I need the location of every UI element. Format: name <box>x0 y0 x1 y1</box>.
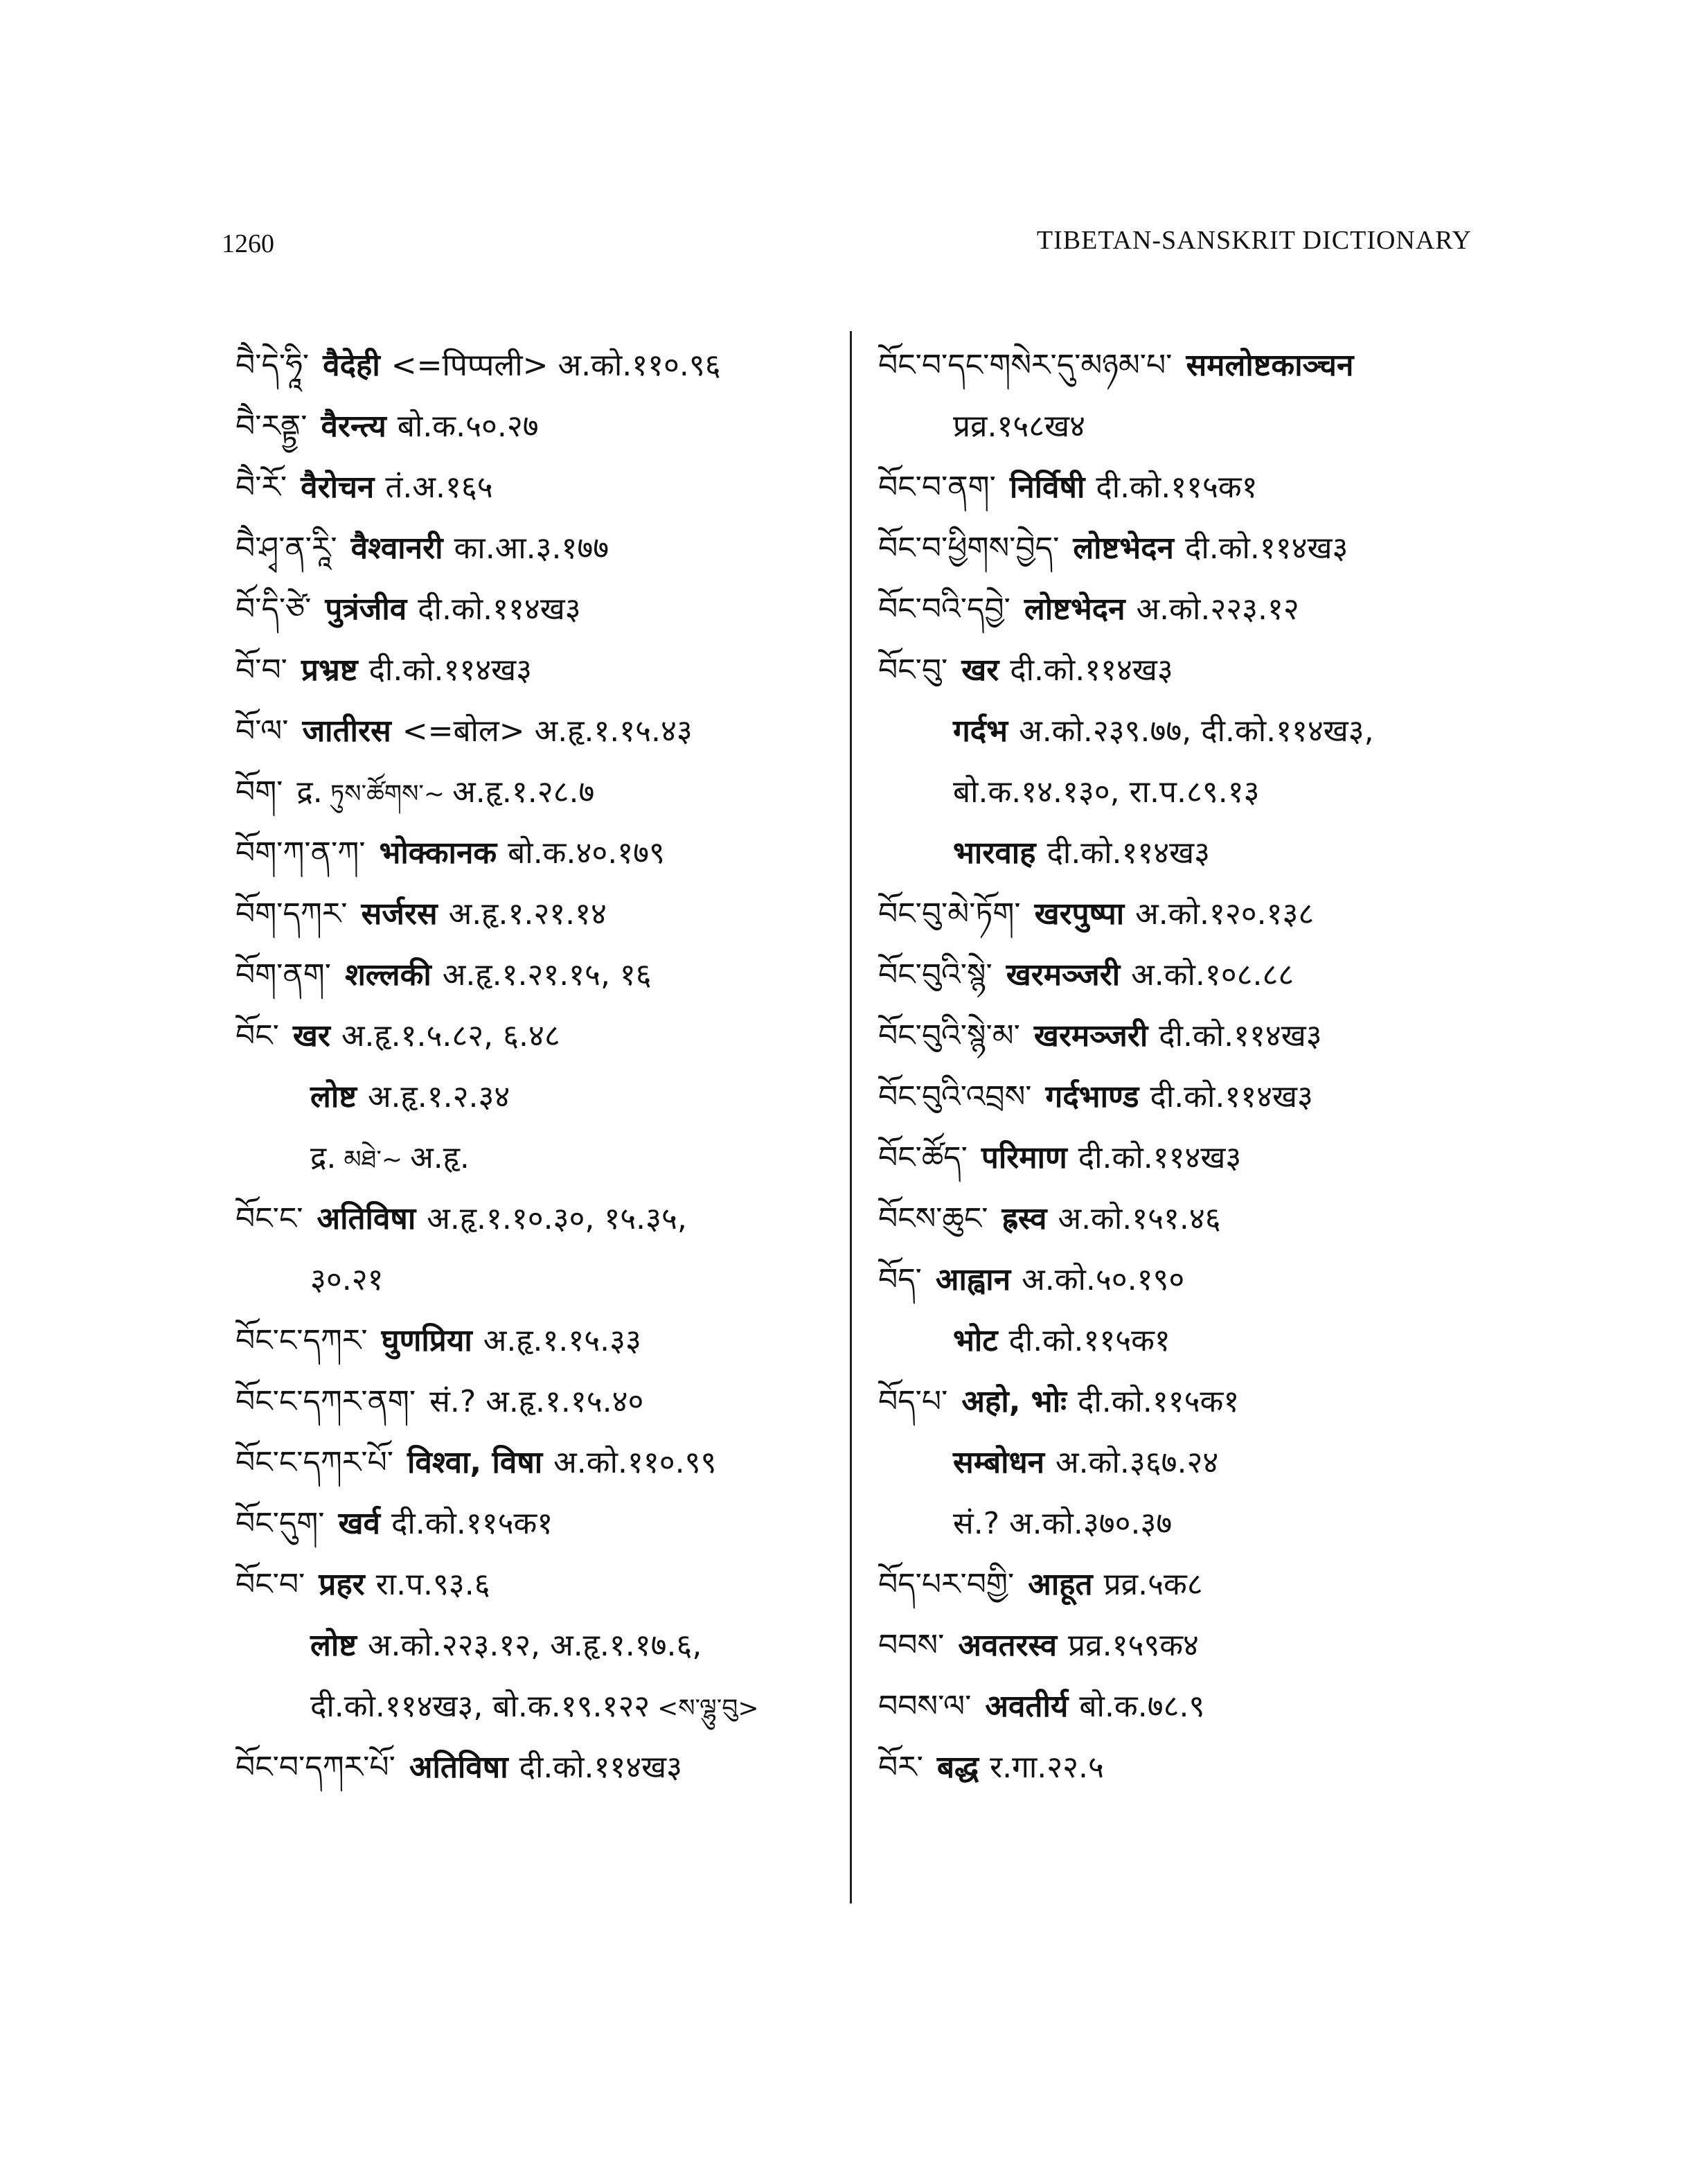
sanskrit-equivalent: अवतीर्य <box>985 1689 1069 1724</box>
dictionary-entry <box>878 640 1488 701</box>
dictionary-entry <box>235 1371 838 1432</box>
tibetan-headword: བོང་ <box>235 1018 279 1054</box>
sanskrit-equivalent: प्रभ्रष्ट <box>301 652 358 688</box>
tibetan-headword: བཻ་རནྟྱ་ <box>235 409 308 444</box>
dictionary-entry <box>878 1737 1488 1798</box>
reference: दी.को.११५क१ <box>391 1506 553 1541</box>
dictionary-entry <box>235 1554 838 1615</box>
tibetan-headword: བོང་ང་དཀར་ <box>235 1323 368 1358</box>
sanskrit-equivalent: भोक्कानक <box>379 835 497 871</box>
sanskrit-equivalent: समलोष्टकाञ्चन <box>1186 348 1354 383</box>
dictionary-entry <box>878 1554 1488 1615</box>
dictionary-entry <box>878 884 1488 945</box>
sanskrit-equivalent: लोष्ट <box>310 1079 357 1115</box>
reference: दी.को.११४ख३ <box>1047 835 1210 871</box>
reference: तं.अ.१६५ <box>385 470 493 505</box>
tibetan-note: མཐེ་~ <box>344 1146 403 1174</box>
tibetan-note: ཏུས་ཚོགས་~ <box>330 780 445 808</box>
sanskrit-equivalent: खर <box>961 652 999 688</box>
tibetan-headword: བོང་ཚོད་ <box>878 1140 968 1175</box>
reference: प्रव्र.५क८ <box>1103 1567 1203 1602</box>
reference: दी.को.११४ख३, बो.क.१९.१२२ <box>310 1689 650 1724</box>
tibetan-headword: བོང་བ་དཀར་པོ་ <box>235 1750 395 1785</box>
reference: अ.हृ.१.२१.१५, १६ <box>442 957 652 993</box>
tibetan-headword: བོག་ནག་ <box>235 957 331 993</box>
reference: अ.हृ.१.२१.१४ <box>448 896 607 932</box>
dictionary-entry <box>235 518 838 579</box>
dictionary-entry <box>878 1615 1488 1676</box>
tibetan-headword: བཻ་ཤྭ་ན་རཱི་ <box>235 531 337 566</box>
reference: अ.हृ.१.५.८२, ६.४८ <box>341 1018 560 1054</box>
tibetan-headword: བོང་དུག་ <box>235 1506 325 1541</box>
reference: अ.को.५०.१९० <box>1022 1262 1185 1297</box>
running-title: TIBETAN-SANSKRIT DICTIONARY <box>1036 226 1472 255</box>
dictionary-entry <box>878 762 1488 823</box>
tibetan-headword: བོང་བུའི་སྙེ་མ་ <box>878 1018 1020 1054</box>
reference: दी.को.११४ख३ <box>1150 1079 1313 1115</box>
tibetan-headword: བོ་བ་ <box>235 652 287 688</box>
reference: अ.को.२३९.७७, दी.को.११४ख३, <box>1019 713 1374 749</box>
reference: प्रव्र.१५८ख४ <box>953 409 1085 444</box>
reference: दी.को.११५क१ <box>1078 1384 1240 1419</box>
tibetan-headword: བོང་བུ་ <box>878 652 948 688</box>
sanskrit-equivalent: परिमाण <box>981 1140 1067 1175</box>
dictionary-entry <box>878 1371 1488 1432</box>
sanskrit-equivalent: वैश्वानरी <box>350 531 443 566</box>
reference: बो.क.१४.१३०, रा.प.८९.१३ <box>953 774 1260 810</box>
reference: अ.को.३६७.२४ <box>1056 1445 1219 1480</box>
reference: प्रव्र.१५९क४ <box>1068 1628 1199 1663</box>
sanskrit-equivalent: अवतरस्व <box>958 1628 1058 1663</box>
reference: र.गा.२२.५ <box>990 1750 1104 1785</box>
sanskrit-equivalent: सर्जरस <box>361 896 438 932</box>
dictionary-entry <box>878 1067 1488 1128</box>
sanskrit-equivalent: अतिविषा <box>317 1201 416 1236</box>
dictionary-entry <box>878 579 1488 640</box>
tibetan-headword: བོར་ <box>878 1750 923 1785</box>
dictionary-entry <box>235 457 838 518</box>
tibetan-headword: བོང་བ་ཕྱིགས་བྱེད་ <box>878 531 1060 566</box>
dictionary-entry <box>878 1432 1488 1493</box>
sanskrit-equivalent: लोष्टभेदन <box>1073 531 1174 566</box>
sanskrit-equivalent: जातीरस <box>302 713 391 749</box>
reference: <=बोल> अ.हृ.१.१५.४३ <box>402 713 693 749</box>
reference: अ.को.२२३.१२ <box>1136 592 1299 627</box>
tibetan-headword: བོད་པ་ <box>878 1384 948 1419</box>
dictionary-entry <box>235 945 838 1006</box>
dictionary-entry <box>235 396 838 457</box>
dictionary-entry <box>878 1006 1488 1067</box>
sanskrit-equivalent: वैरोचन <box>301 470 375 505</box>
sanskrit-equivalent: ह्रस्व <box>1001 1201 1047 1236</box>
reference: बो.क.४०.१७९ <box>508 835 665 871</box>
sanskrit-equivalent: भोट <box>953 1323 998 1358</box>
tibetan-headword: བོང་བ་ནག་ <box>878 470 996 505</box>
reference: दी.को.११५क१ <box>1096 470 1258 505</box>
dictionary-entry <box>235 1311 838 1371</box>
dictionary-entry <box>235 1189 838 1250</box>
sanskrit-equivalent: खरपुष्पा <box>1034 896 1125 932</box>
reference: दी.को.११४ख३ <box>418 592 581 627</box>
sanskrit-equivalent: विश्वा, विषा <box>407 1445 543 1480</box>
reference: दी.को.११४ख३ <box>1184 531 1348 566</box>
reference: दी.को.११४ख३ <box>368 652 532 688</box>
sanskrit-equivalent: खरमञ्जरी <box>1033 1018 1148 1054</box>
tibetan-headword: བོང་བུ་མེ་ཏོག་ <box>878 896 1021 932</box>
tibetan-headword: བོངས་ཆུང་ <box>878 1201 988 1236</box>
reference: सं.? अ.हृ.१.१५.४० <box>429 1384 644 1419</box>
reference: दी.को.११४ख३ <box>1010 652 1173 688</box>
tibetan-headword: བོང་བུའི་སྙེ་ <box>878 957 992 993</box>
dictionary-entry <box>235 579 838 640</box>
dictionary-entry <box>878 945 1488 1006</box>
dictionary-entry <box>878 1493 1488 1554</box>
reference: <=पिप्पली> अ.को.११०.९६ <box>391 348 721 383</box>
sanskrit-equivalent: बद्ध <box>936 1750 979 1785</box>
sanskrit-equivalent: भारवाह <box>953 835 1036 871</box>
tibetan-headword: བོ་ལ་ <box>235 713 289 749</box>
sanskrit-equivalent: आहूत <box>1028 1567 1093 1602</box>
dictionary-entry <box>878 1128 1488 1189</box>
reference: द्र. <box>296 774 323 810</box>
sanskrit-equivalent: आह्वान <box>935 1262 1011 1297</box>
column-divider <box>850 331 852 1903</box>
reference: बो.क.७८.९ <box>1079 1689 1205 1724</box>
reference: अ.को.१२०.१३८ <box>1135 896 1315 932</box>
left-column <box>235 335 838 1798</box>
reference: सं.? अ.को.३७०.३७ <box>953 1506 1173 1541</box>
tibetan-headword: བོག་ཀ་ན་ཀ་ <box>235 835 366 871</box>
sanskrit-equivalent: खर <box>292 1018 330 1054</box>
reference: अ.हृ.१.२.३४ <box>367 1079 510 1115</box>
reference: दी.को.११५क१ <box>1008 1323 1170 1358</box>
sanskrit-equivalent: अहो, भोः <box>961 1384 1067 1419</box>
tibetan-headword: བོང་བ་དང་གསེར་དུ་མཉམ་པ་ <box>878 348 1173 383</box>
tibetan-headword: བོག་དཀར་ <box>235 896 348 932</box>
right-column <box>878 335 1488 1798</box>
tibetan-headword: བོང་བའི་དབྱེ་ <box>878 592 1010 627</box>
sanskrit-equivalent: वैदेही <box>323 348 380 383</box>
dictionary-entry <box>878 1676 1488 1737</box>
dictionary-entry <box>235 823 838 884</box>
dictionary-entry <box>878 1250 1488 1311</box>
dictionary-entry <box>235 1737 838 1798</box>
sanskrit-equivalent: अतिविषा <box>409 1750 508 1785</box>
tibetan-headword: བོང་ང་དཀར་ནག་ <box>235 1384 416 1419</box>
reference: द्र. <box>310 1140 337 1175</box>
dictionary-entry <box>235 335 838 396</box>
dictionary-entry <box>878 457 1488 518</box>
tibetan-headword: བབས་ལ་ <box>878 1689 972 1724</box>
dictionary-entry <box>235 1128 838 1189</box>
dictionary-entry <box>235 640 838 701</box>
dictionary-entry <box>235 1676 838 1737</box>
reference: अ.हृ.१.२८.७ <box>452 774 595 810</box>
dictionary-entry <box>235 1432 838 1493</box>
dictionary-entry <box>878 1311 1488 1371</box>
dictionary-entry <box>878 396 1488 457</box>
reference: बो.क.५०.२७ <box>397 409 539 444</box>
tibetan-headword: བོད་ <box>878 1262 922 1297</box>
reference: अ.हृ.१.१५.३३ <box>483 1323 641 1358</box>
reference: दी.को.११४ख३ <box>519 1750 683 1785</box>
reference: अ.को.२२३.१२, अ.हृ.१.१७.६, <box>367 1628 702 1663</box>
reference: अ.हृ.१.१०.३०, १५.३५, <box>427 1201 687 1236</box>
sanskrit-equivalent: निर्विषी <box>1009 470 1085 505</box>
sanskrit-equivalent: सम्बोधन <box>953 1445 1045 1480</box>
page-number: 1260 <box>222 229 274 258</box>
reference: दी.को.११४ख३ <box>1159 1018 1322 1054</box>
sanskrit-equivalent: लोष्ट <box>310 1628 357 1663</box>
reference: दी.को.११४ख३ <box>1078 1140 1242 1175</box>
tibetan-headword: བོག་ <box>235 774 283 810</box>
dictionary-entry <box>235 884 838 945</box>
dictionary-entry <box>235 1006 838 1067</box>
reference: का.आ.३.१७७ <box>454 531 609 566</box>
tibetan-headword: བཻ་རོ་ <box>235 470 287 505</box>
dictionary-entry <box>235 762 838 823</box>
tibetan-headword: བོང་ང་ <box>235 1201 303 1236</box>
dictionary-entry <box>878 823 1488 884</box>
tibetan-headword: བོང་བུའི་འབྲས་ <box>878 1079 1032 1115</box>
tibetan-note: <ས་ལྷུ་བུ> <box>657 1694 759 1723</box>
sanskrit-equivalent: पुत्रंजीव <box>325 592 407 627</box>
dictionary-entry <box>235 701 838 762</box>
reference: ३०.२१ <box>310 1262 384 1297</box>
tibetan-headword: བོད་པར་བགྱི་ <box>878 1567 1015 1602</box>
tibetan-headword: བོང་བ་ <box>235 1567 305 1602</box>
reference: अ.को.११०.९९ <box>553 1445 717 1480</box>
tibetan-headword: བཻ་དེ་ཧཱི་ <box>235 348 310 383</box>
sanskrit-equivalent: खर्व <box>338 1506 380 1541</box>
sanskrit-equivalent: घुणप्रिया <box>381 1323 472 1358</box>
sanskrit-equivalent: लोष्टभेदन <box>1024 592 1125 627</box>
reference: रा.प.९३.६ <box>375 1567 490 1602</box>
reference: अ.को.१०८.८८ <box>1131 957 1294 993</box>
dictionary-entry <box>235 1493 838 1554</box>
dictionary-entry <box>235 1067 838 1128</box>
dictionary-entry <box>878 701 1488 762</box>
dictionary-entry <box>235 1615 838 1676</box>
sanskrit-equivalent: प्रहर <box>319 1567 365 1602</box>
sanskrit-equivalent: गर्दभ <box>953 713 1008 749</box>
sanskrit-equivalent: गर्दभाण्ड <box>1045 1079 1139 1115</box>
tibetan-headword: བོང་ང་དཀར་པོ་ <box>235 1445 394 1480</box>
tibetan-headword: བོ་དི་ཙེ་ <box>235 592 312 627</box>
sanskrit-equivalent: शल्लकी <box>344 957 431 993</box>
tibetan-headword: བབས་ <box>878 1628 945 1663</box>
reference: अ.को.१५१.४६ <box>1058 1201 1221 1236</box>
reference: अ.हृ. <box>410 1140 470 1175</box>
sanskrit-equivalent: वैरन्त्य <box>321 409 386 444</box>
dictionary-entry <box>235 1250 838 1311</box>
dictionary-entry <box>878 1189 1488 1250</box>
sanskrit-equivalent: खरमञ्जरी <box>1006 957 1121 993</box>
dictionary-entry <box>878 335 1488 396</box>
dictionary-entry <box>878 518 1488 579</box>
